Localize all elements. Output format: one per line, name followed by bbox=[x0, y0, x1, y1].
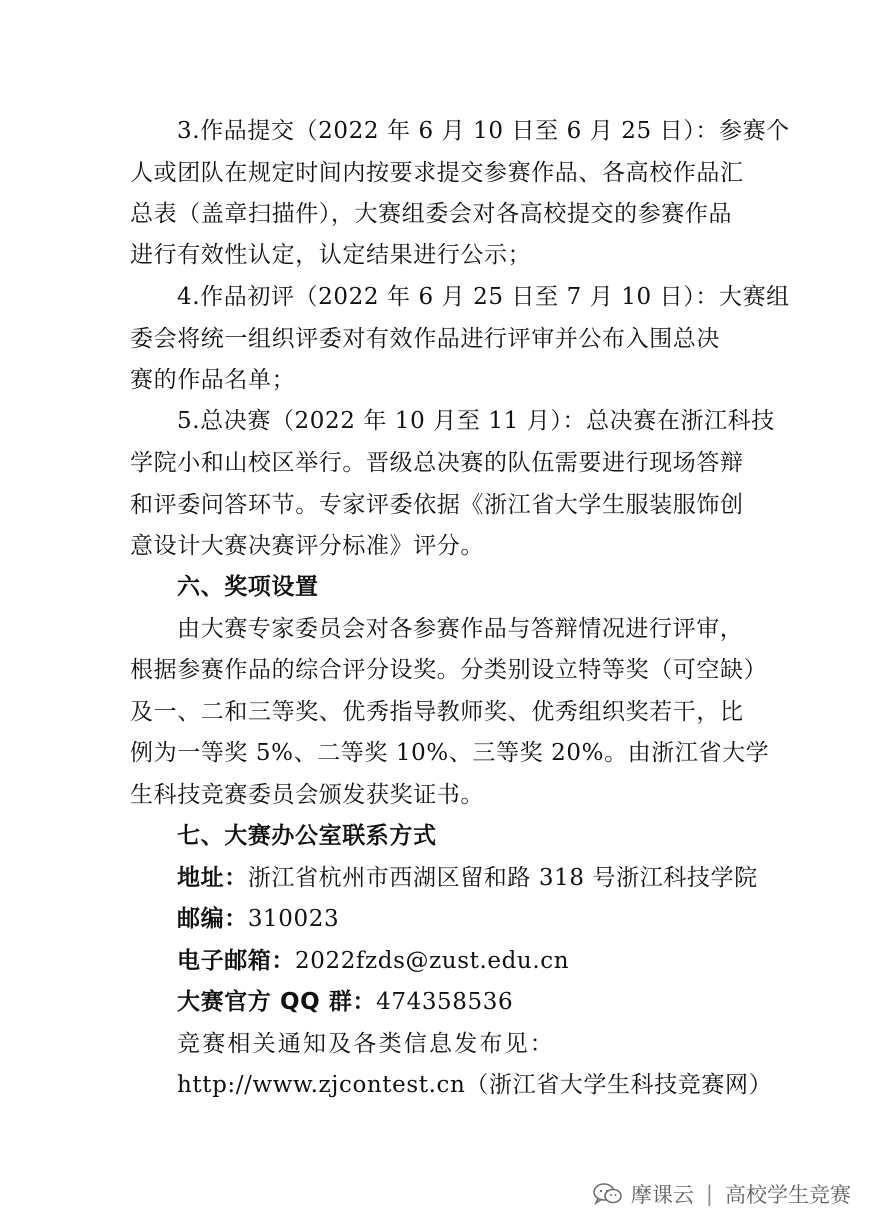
watermark bbox=[593, 1174, 851, 1214]
paragraph-line: 赛的作品名单； bbox=[130, 367, 296, 393]
email-value: 2022fzds@zust.edu.cn bbox=[295, 948, 570, 974]
paragraph-line: 学院小和山校区举行。晋级总决赛的队伍需要进行现场答辩 bbox=[130, 450, 744, 476]
watermark-separator: | bbox=[705, 1182, 713, 1206]
section-heading-contact: 七、大赛办公室联系方式 bbox=[177, 823, 437, 849]
paragraph-line: 和评委问答环节。专家评委依据《浙江省大学生服装服饰创 bbox=[130, 492, 744, 518]
paragraph-line: 意设计大赛决赛评分标准》评分。 bbox=[130, 533, 484, 559]
watermark-channel: 高校学生竞赛 bbox=[725, 1183, 851, 1207]
wechat-icon bbox=[593, 1182, 623, 1206]
paragraph-line: 生科技竞赛委员会颁发获奖证书。 bbox=[130, 782, 484, 808]
paragraph-line: 由大赛专家委员会对各参赛作品与答辩情况进行评审， bbox=[177, 616, 744, 642]
postcode-value: 310023 bbox=[247, 906, 340, 932]
notice-line: 竞赛相关通知及各类信息发布见： bbox=[177, 1031, 555, 1057]
watermark-name: 摩课云 bbox=[630, 1183, 694, 1207]
qq-label: 大赛官方 QQ 群： bbox=[177, 989, 377, 1015]
paragraph-line: 3.作品提交（2022 年 6 月 10 日至 6 月 25 日）：参赛个 bbox=[177, 118, 790, 144]
paragraph-line: 例为一等奖 5%、二等奖 10%、三等奖 20%。由浙江省大学 bbox=[130, 740, 770, 766]
url-line: http://www.zjcontest.cn（浙江省大学生科技竞赛网） bbox=[177, 1072, 773, 1098]
paragraph-line: 4.作品初评（2022 年 6 月 25 日至 7 月 10 日）：大赛组 bbox=[177, 284, 790, 310]
paragraph-line: 人或团队在规定时间内按要求提交参赛作品、各高校作品汇 bbox=[130, 160, 744, 186]
paragraph-line: 进行有效性认定，认定结果进行公示； bbox=[130, 242, 532, 268]
qq-value: 474358536 bbox=[376, 989, 514, 1015]
contact-postcode bbox=[177, 899, 339, 939]
address-label: 地址： bbox=[177, 865, 248, 891]
paragraph-line: 根据参赛作品的综合评分设奖。分类别设立特等奖（可空缺） bbox=[130, 657, 768, 683]
contact-address bbox=[177, 858, 758, 898]
paragraph-line: 5.总决赛（2022 年 10 月至 11 月）：总决赛在浙江科技 bbox=[177, 408, 775, 434]
paragraph-line: 总表（盖章扫描件），大赛组委会对各高校提交的参赛作品 bbox=[130, 201, 733, 227]
paragraph-line: 及一、二和三等奖、优秀指导教师奖、优秀组织奖若干，比 bbox=[130, 699, 744, 725]
contact-email bbox=[177, 941, 569, 981]
paragraph-line: 委会将统一组织评委对有效作品进行评审并公布入围总决 bbox=[130, 326, 720, 352]
address-value: 浙江省杭州市西湖区留和路 318 号浙江科技学院 bbox=[247, 865, 758, 891]
email-label: 电子邮箱： bbox=[177, 948, 295, 974]
postcode-label: 邮编： bbox=[177, 906, 248, 932]
contact-qq bbox=[177, 982, 513, 1022]
section-heading-awards: 六、奖项设置 bbox=[177, 574, 319, 600]
